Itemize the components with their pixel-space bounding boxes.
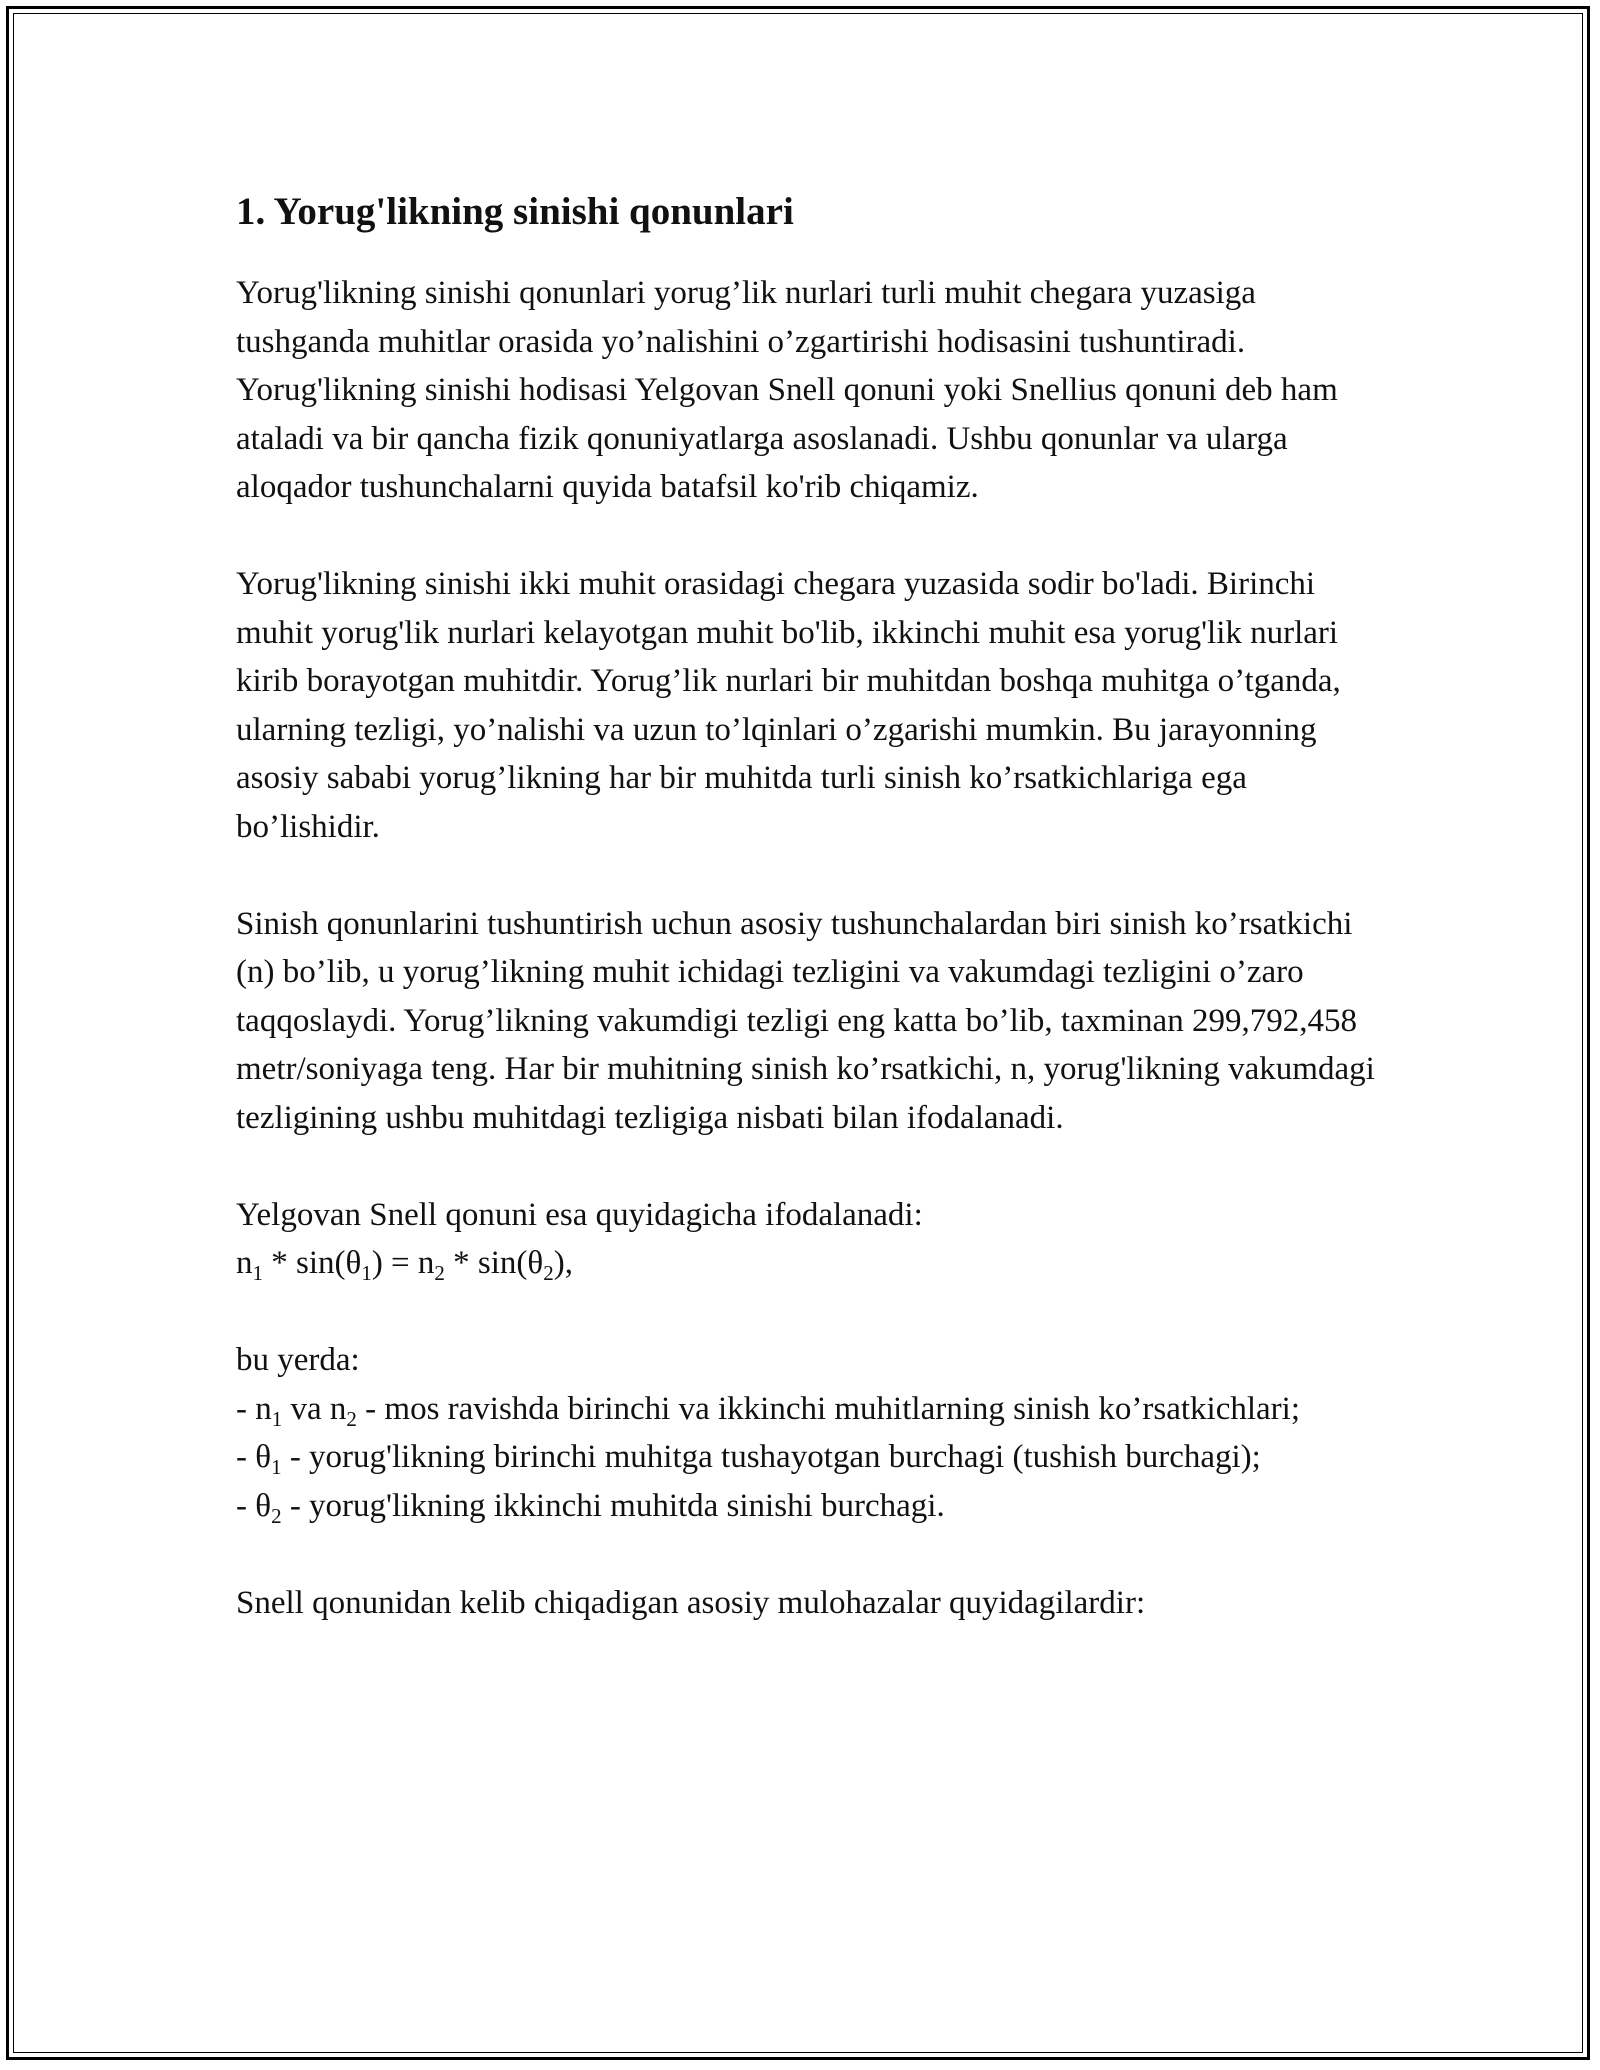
- formula-op: ),: [553, 1245, 573, 1281]
- formula-n: n: [417, 1245, 435, 1281]
- paragraph-gap: [236, 851, 1386, 900]
- definition-theta1: [236, 1433, 1386, 1482]
- list-dash: -: [236, 1390, 256, 1427]
- paragraph-gap: [236, 512, 1386, 561]
- definition-text: - mos ravishda birinchi va ikkinchi muhitlarning sinish ko’rsatkichlari;: [356, 1390, 1300, 1427]
- snell-formula: [236, 1239, 1386, 1288]
- symbol-n: n: [329, 1390, 347, 1427]
- definition-text: - yorug'likning ikkinchi muhitda sinishi burchagi.: [281, 1487, 945, 1524]
- paragraph-gap: [236, 1142, 1386, 1191]
- symbol-n: n: [255, 1390, 272, 1427]
- formula-sub: 2: [434, 1261, 445, 1285]
- formula-sub: 1: [361, 1261, 372, 1285]
- symbol-sub: 1: [271, 1455, 282, 1479]
- list-dash: -: [236, 1487, 256, 1524]
- conclusion-line: Snell qonunidan kelib chiqadigan asosiy mulohazalar quyidagilardir:: [236, 1584, 1146, 1621]
- paragraph-gap: [236, 1530, 1386, 1579]
- formula-op: * sin(: [444, 1245, 528, 1281]
- paragraph-gap: [236, 1288, 1386, 1337]
- section-heading: 1. Yorug'likning sinishi qonunlari: [236, 190, 794, 233]
- document-body: [236, 185, 1386, 1627]
- definition-n: [236, 1385, 1386, 1434]
- formula-sub: 2: [543, 1261, 554, 1285]
- paragraph-intro: Yorug'likning sinishi qonunlari yorug’lik nurlari turli muhit chegara yuzasiga tushganda muhitlar orasida yo’nalishini o’zgartirishi hodisasini tushuntiradi. Yorug'likning sinishi hodisasi Yelgovan Snell qonuni yoki Snellius qonuni deb ham ataladi va bir qancha fizik qonuniyatlarga asoslanadi. Ushbu qonunlar va ularga aloqador tushunchalarni quyida batafsil ko'rib chiqamiz.: [236, 275, 1338, 505]
- formula-theta: θ: [527, 1245, 544, 1281]
- list-dash: -: [236, 1439, 256, 1475]
- symbol-theta: θ: [255, 1439, 272, 1475]
- formula-theta: θ: [345, 1245, 362, 1281]
- symbol-sub: 1: [271, 1406, 283, 1431]
- symbol-sub: 2: [346, 1406, 357, 1431]
- formula-op: * sin(: [263, 1245, 346, 1281]
- formula-sub: 1: [252, 1261, 263, 1285]
- paragraph-boundary: Yorug'likning sinishi ikki muhit orasidagi chegara yuzasida sodir bo'ladi. Birinchi muhit yorug'lik nurlari kelayotgan muhit bo'lib, ikkinchi muhit esa yorug'lik nurlari kirib borayotgan muhitdir. Yorug’lik nurlari bir muhitdan boshqa muhitga o’tganda, ularning tezligi, yo’nalishi va uzun to’lqinlari o’zgarishi mumkin. Bu jarayonning asosiy sababi yorug’likning har bir muhitda turli sinish ko’rsatkichlariga ega bo’lishidir.: [236, 566, 1341, 845]
- paragraph-refractive-index: Sinish qonunlarini tushuntirish uchun asosiy tushunchalardan biri sinish ko’rsatkichi (n) bo’lib, u yorug’likning muhit ichidagi tezligini va vakumdagi tezligini o’zaro taqqoslaydi. Yorug’likning vakumdigi tezligi eng katta bo’lib, taxminan 299,792,458 metr/soniyaga teng. Har bir muhitning sinish ko’rsatkichi, n, yorug'likning vakumdagi tezligining ushbu muhitdagi tezligiga nisbati bilan ifodalanadi.: [236, 905, 1375, 1136]
- definition-text: - yorug'likning birinchi muhitga tushayotgan burchagi (tushish burchagi);: [281, 1439, 1261, 1475]
- snell-intro: Yelgovan Snell qonuni esa quyidagicha ifodalanadi:: [236, 1196, 923, 1233]
- symbol-theta: θ: [255, 1487, 272, 1524]
- where-label: bu yerda:: [236, 1342, 360, 1378]
- formula-op: ) =: [371, 1245, 418, 1281]
- definition-theta2: [236, 1482, 1386, 1531]
- formula-n: n: [236, 1245, 253, 1281]
- symbol-sub: 2: [271, 1503, 282, 1528]
- definition-connector: va: [282, 1390, 330, 1427]
